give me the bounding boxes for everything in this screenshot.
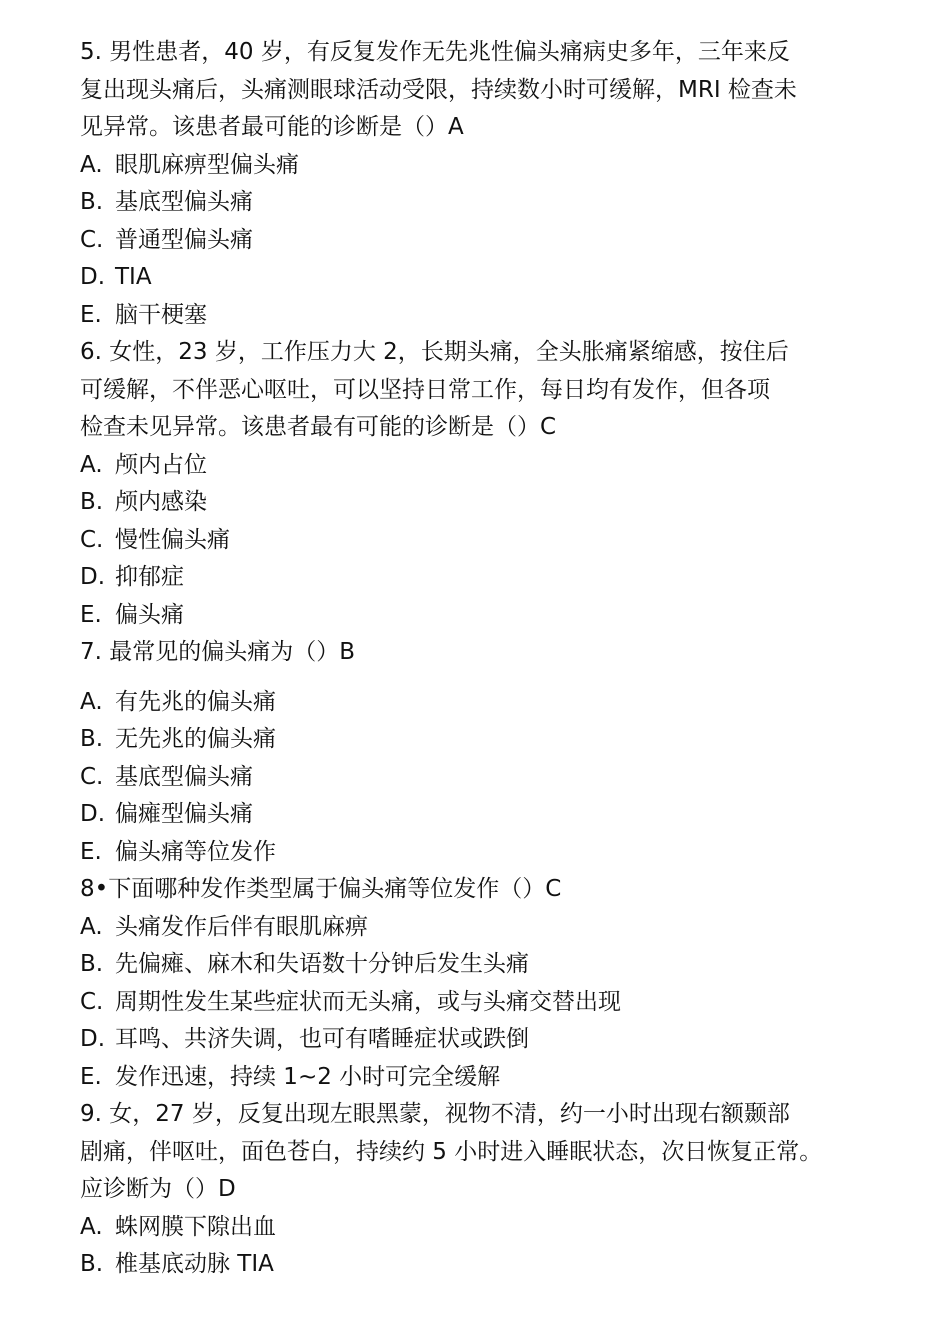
option-letter: D. [80,264,106,290]
option-letter: C. [80,763,104,790]
option-letter: E. [80,1063,102,1090]
option-text: 先偏瘫、麻木和失语数十分钟后发生头痛 [115,951,529,977]
option-c [80,984,900,1022]
option-letter: C. [80,526,104,553]
question-6 [80,334,900,634]
option-e [80,297,900,335]
option-list [80,684,900,872]
option-a [80,147,900,185]
option-b [80,184,900,222]
option-letter: C. [80,988,104,1015]
option-a [80,1209,900,1247]
question-line: 剧痛，伴呕吐，面色苍白，持续约 5 小时进入睡眠状态，次日恢复正常。 [80,1138,823,1165]
option-list [80,1209,900,1284]
option-text: 无先兆的偏头痛 [115,726,276,752]
option-text: 眼肌麻痹型偏头痛 [115,151,299,178]
option-text: 头痛发作后伴有眼肌麻痹 [115,913,368,940]
option-b [80,721,900,759]
option-letter: B. [80,489,104,515]
option-b [80,1246,900,1284]
question-line: 检查未见异常。该患者最有可能的诊断是（）C [80,414,557,440]
option-letter: A. [80,151,103,178]
question-line: 8•下面哪种发作类型属于偏头痛等位发作（）C [80,876,562,902]
option-text: 慢性偏头痛 [115,526,230,553]
option-a [80,909,900,947]
option-text: 颅内占位 [115,451,207,478]
option-letter: E. [80,601,102,628]
option-b [80,946,900,984]
option-c [80,222,900,260]
question-stem [80,34,900,147]
question-stem [80,334,900,447]
option-text: 偏头痛 [115,601,184,628]
option-letter: A. [80,451,103,478]
option-d [80,259,900,297]
question-line: 7. 最常见的偏头痛为（）B [80,639,356,665]
question-stem [80,634,900,672]
question-line: 9. 女，27 岁，反复出现左眼黑蒙，视物不清，约一小时出现右额颞部 [80,1101,790,1127]
option-text: 抑郁症 [115,564,184,590]
option-letter: A. [80,688,103,715]
option-list [80,147,900,335]
option-text: TIA [115,264,152,290]
option-a [80,447,900,485]
option-text: 基底型偏头痛 [115,189,253,215]
question-line: 见异常。该患者最可能的诊断是（）A [80,114,464,140]
option-letter: B. [80,189,104,215]
option-text: 偏头痛等位发作 [115,838,276,865]
question-stem [80,871,900,909]
question-line: 复出现头痛后，头痛测眼球活动受限，持续数小时可缓解，MRI 检查未 [80,76,797,103]
option-d [80,1021,900,1059]
option-letter: C. [80,226,104,253]
option-letter: B. [80,1251,104,1277]
option-b [80,484,900,522]
option-letter: E. [80,301,102,328]
option-text: 有先兆的偏头痛 [115,688,276,715]
question-5 [80,34,900,334]
option-e [80,597,900,635]
option-text: 周期性发生某些症状而无头痛，或与头痛交替出现 [115,988,621,1015]
question-8 [80,871,900,1096]
document-page [80,34,900,1284]
option-letter: B. [80,726,104,752]
option-letter: D. [80,801,106,827]
question-9 [80,1096,900,1284]
option-letter: A. [80,1213,103,1240]
question-line: 应诊断为（）D [80,1176,236,1202]
option-text: 蛛网膜下隙出血 [115,1213,276,1240]
option-letter: A. [80,913,103,940]
question-line: 5. 男性患者，40 岁，有反复发作无先兆性偏头痛病史多年，三年来反 [80,39,790,65]
option-text: 发作迅速，持续 1~2 小时可完全缓解 [115,1063,501,1090]
option-text: 脑干梗塞 [115,301,207,328]
question-line: 6. 女性，23 岁，工作压力大 2，长期头痛，全头胀痛紧缩感，按住后 [80,339,789,365]
option-e [80,834,900,872]
question-7 [80,634,900,871]
option-e [80,1059,900,1097]
option-c [80,522,900,560]
option-d [80,796,900,834]
option-letter: D. [80,564,106,590]
option-letter: D. [80,1026,106,1052]
option-letter: B. [80,951,104,977]
option-text: 普通型偏头痛 [115,226,253,253]
question-line: 可缓解，不伴恶心呕吐，可以坚持日常工作，每日均有发作，但各项 [80,376,770,403]
option-text: 椎基底动脉 TIA [115,1251,274,1277]
option-letter: E. [80,838,102,865]
option-text: 基底型偏头痛 [115,763,253,790]
option-text: 颅内感染 [115,489,207,515]
option-d [80,559,900,597]
option-list [80,909,900,1097]
option-list [80,447,900,635]
option-c [80,759,900,797]
option-text: 耳鸣、共济失调，也可有嗜睡症状或跌倒 [115,1026,529,1052]
option-text: 偏瘫型偏头痛 [115,801,253,827]
question-stem [80,1096,900,1209]
option-a [80,684,900,722]
